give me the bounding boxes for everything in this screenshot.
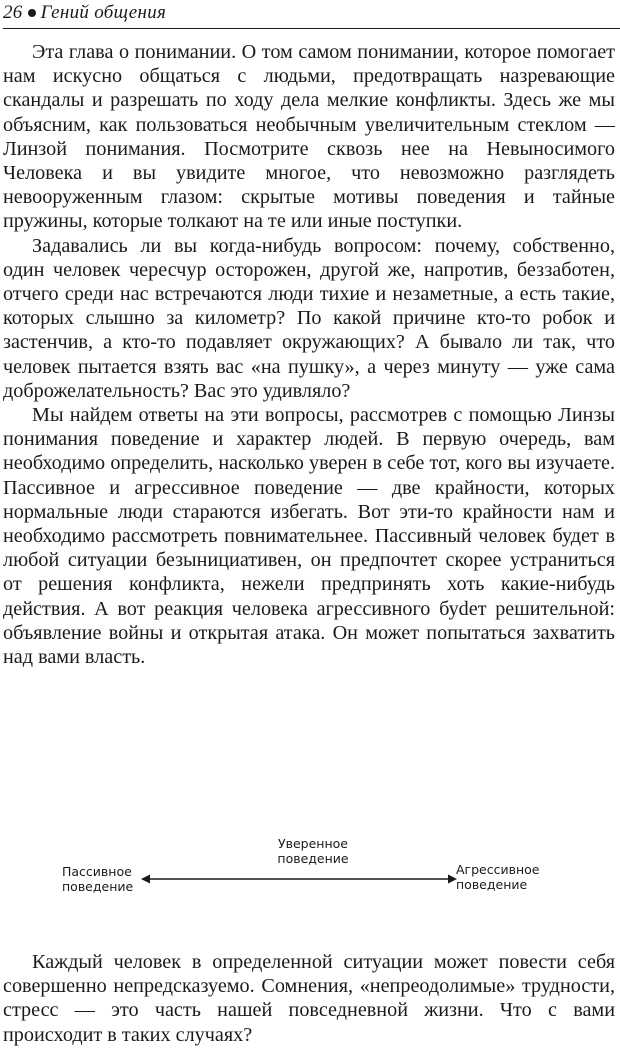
- aggressive-label-line-2: поведение: [456, 877, 528, 892]
- passive-label-line-1: Пассивное: [62, 864, 132, 879]
- assertive-behavior-label: [253, 836, 373, 866]
- paragraph: Задавались ли вы когда-нибудь вопросом: почему, собственно, один человек чересчур осторожен, другой же, напротив, беззаботен, отчего среди нас встречаются люди тихие и незаметные, а есть такие, которых слышно за километр? По какой причине кто-то робок и застенчив, а кто-то подавляет окружающих? А бывало ли так, что человек пытается взять вас «на пушку», а через минуту — уже сама доброжелательность? Вас это удивляло?: [3, 234, 615, 402]
- paragraph: Каждый человек в определенной ситуации может повести себя совершенно непредсказуемо. Сомнения, «непреодолимые» трудности, стресс — это часть нашей повседневной жизни. Что с вами происходит в таких случаях?: [3, 951, 615, 1046]
- bullet-separator: [28, 9, 36, 17]
- aggressive-label-line-1: Агрессивное: [456, 862, 540, 877]
- body-text-top: [3, 40, 615, 669]
- header-rule: [3, 28, 620, 29]
- aggressive-behavior-label: [456, 862, 540, 892]
- body-text-bottom: [3, 950, 615, 1047]
- page-number: 26: [3, 2, 23, 23]
- running-head: [3, 2, 166, 24]
- arrow-head-left: [141, 875, 150, 884]
- passive-behavior-label: [62, 864, 133, 894]
- paragraph: Мы найдем ответы на эти вопросы, рассмотрев с помощью Линзы понимания поведение и характер людей. В первую очередь, вам необходимо определить, насколько уверен в себе тот, кого вы изучаете. Пассивное и агрессивное поведение — две крайности, которых нормальные люди стараются избегать. Вот эти-то крайности нам и необходимо рассмотреть повнимательнее. Пассивный человек будет в любой ситуации безынициативен, он предпочтет скорее устраниться от решения конфликта, нежели предпринять хоть какие-нибудь действия. А вот реакция человека агрессивного буdет решительной: объявление войны и открытая атака. Он может попытаться захватить над вами власть.: [3, 404, 615, 669]
- paragraph: Эта глава о понимании. О том самом понимании, которое помогает нам искусно общаться с людьми, предотвращать назревающие скандалы и разрешать по ходу дела мелкие конфликты. Здесь же мы объясним, как пользоваться необычным увеличительным стеклом — Линзой понимания. Посмотрите сквозь нее на Невыносимого Человека и вы увидите многое, что невозможно разглядеть невооруженным глазом: скрытые мотивы поведения и тайные пружины, которые толкают на те или иные поступки.: [3, 41, 615, 233]
- book-title: Гений общения: [40, 2, 167, 23]
- passive-label-line-2: поведение: [62, 879, 134, 894]
- assertive-label-line-2: поведение: [277, 851, 349, 866]
- assertive-label-line-1: Уверенное: [278, 836, 348, 851]
- behavior-spectrum-diagram: [0, 830, 620, 900]
